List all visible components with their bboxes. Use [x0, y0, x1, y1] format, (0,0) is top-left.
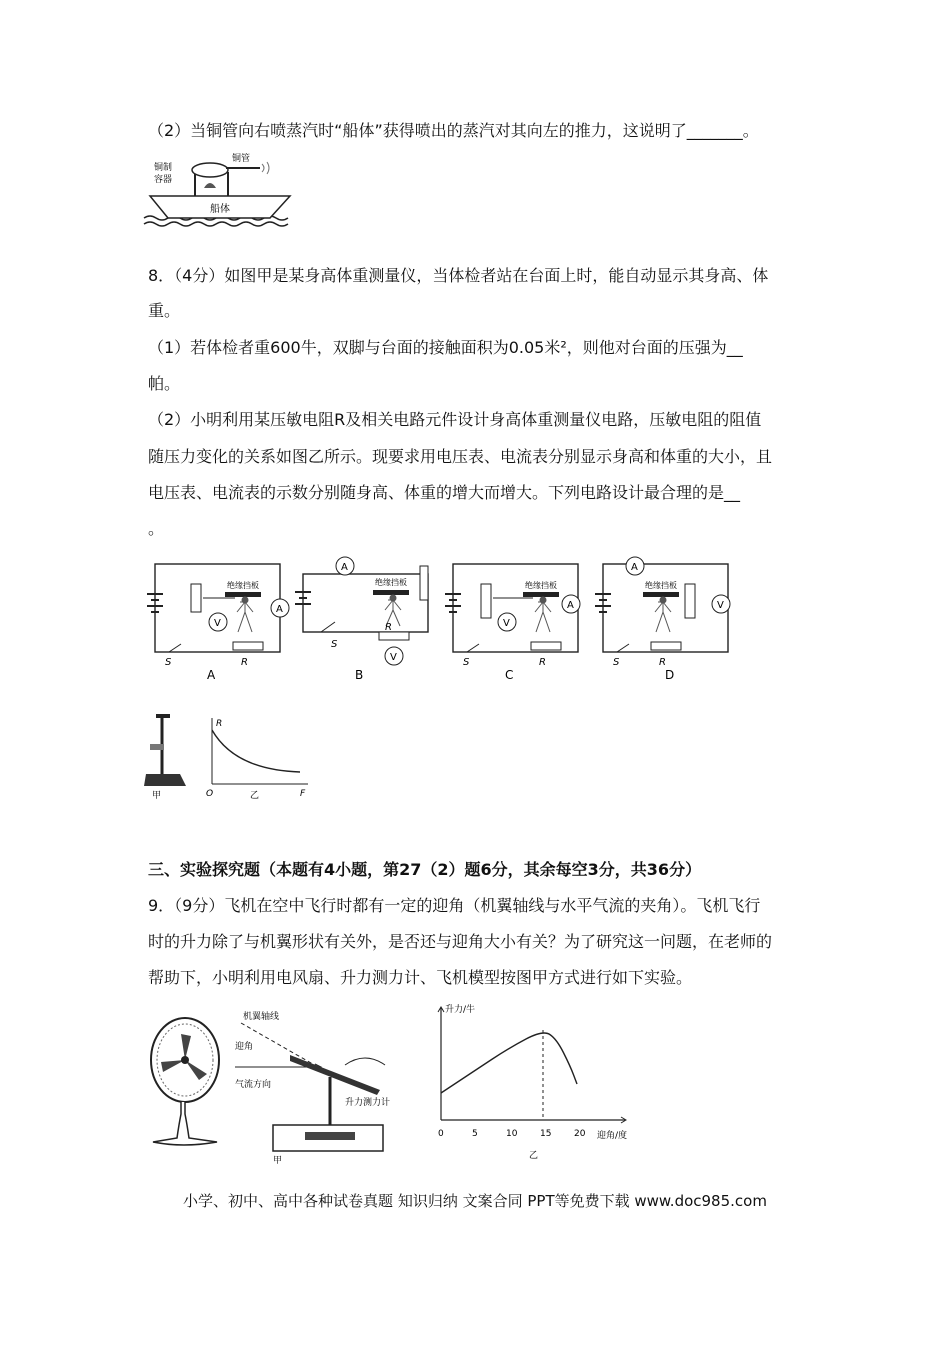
svg-text:A: A [567, 600, 574, 611]
q8-sub2-line1: （2）小明利用某压敏电阻R及相关电路元件设计身高体重测量仪电路，压敏电阻的阻值 [148, 410, 762, 429]
svg-text:V: V [717, 600, 724, 611]
tube-label: 铜管 [232, 154, 251, 164]
y-axis-label: 升力/牛 [445, 1005, 476, 1015]
svg-text:A: A [276, 604, 283, 615]
svg-text:绝缘挡板: 绝缘挡板 [375, 578, 407, 587]
q8-line1: 8．（4分）如图甲是某身高体重测量仪，当体检者站在台面上时，能自动显示其身高、体 [148, 266, 769, 285]
svg-text:O: O [206, 789, 214, 799]
svg-text:甲: 甲 [273, 1156, 283, 1165]
x-tick-label: 20 [574, 1129, 586, 1139]
circuit-a [147, 564, 289, 682]
svg-text:R: R [385, 622, 392, 633]
svg-text:R: R [216, 719, 223, 729]
circuit-c [445, 564, 580, 682]
q8-sub2-line2: 随压力变化的关系如图乙所示。现要求用电压表、电流表分别显示身高和体重的大小，且 [148, 447, 773, 466]
svg-text:S: S [613, 657, 620, 668]
q9-line2: 时的升力除了与机翼形状有关外，是否还与迎角大小有关？为了研究这一问题，在老师的 [148, 932, 773, 951]
option-a-label: A [207, 668, 216, 682]
q7-text: （2）当铜管向右喷蒸汽时“船体”获得喷出的蒸汽对其向左的推力，这说明了_______。 [148, 121, 759, 140]
svg-text:迎角: 迎角 [235, 1042, 254, 1052]
lift-series-line [441, 1033, 577, 1093]
x-tick-label: 5 [472, 1129, 478, 1139]
q8-sub2-line4: 。 [148, 519, 165, 538]
q9-line3: 帮助下，小明利用电风扇、升力测力计、飞机模型按图甲方式进行如下实验。 [148, 968, 693, 987]
q8-sub2-line3: 电压表、电流表的示数分别随身高、体重的增大而增大。下列电路设计最合理的是__ [148, 483, 741, 502]
svg-text:绝缘挡板: 绝缘挡板 [645, 581, 677, 590]
option-d-label: D [665, 668, 675, 682]
fan [151, 1018, 219, 1145]
q9-line1: 9．（9分）飞机在空中飞行时都有一定的迎角（机翼轴线与水平气流的夹角）。飞机飞行 [148, 896, 761, 915]
svg-text:R: R [241, 657, 248, 668]
wing-setup [235, 1010, 390, 1165]
svg-text:容器: 容器 [154, 175, 173, 185]
option-b-label: B [355, 668, 364, 682]
svg-text:A: A [631, 562, 638, 573]
scale-and-graph-figure [140, 710, 350, 804]
svg-text:气流方向: 气流方向 [235, 1080, 272, 1090]
x-tick-label: 15 [540, 1129, 552, 1139]
svg-text:机翼轴线: 机翼轴线 [243, 1012, 280, 1022]
lift-vs-angle-chart [425, 1000, 645, 1164]
svg-text:S: S [165, 657, 172, 668]
svg-text:V: V [390, 652, 397, 663]
option-c-label: C [505, 668, 514, 682]
svg-text:S: S [463, 657, 470, 668]
fan-experiment-figure [145, 1005, 405, 1169]
chart-caption: 乙 [529, 1151, 539, 1160]
svg-text:A: A [341, 562, 348, 573]
boat-figure [140, 150, 300, 234]
svg-text:R: R [659, 657, 666, 668]
container-label: 铜制 [154, 163, 173, 173]
x-tick-label: 0 [438, 1129, 444, 1139]
q8-sub1-line2: 帕。 [148, 374, 181, 393]
svg-text:绝缘挡板: 绝缘挡板 [525, 581, 557, 590]
svg-text:绝缘挡板: 绝缘挡板 [227, 581, 259, 590]
x-axis-label: 迎角/度 [597, 1131, 628, 1141]
measuring-device [144, 714, 186, 800]
svg-text:V: V [503, 618, 510, 629]
circuit-options-figure [145, 552, 765, 691]
circuit-b [295, 557, 428, 682]
svg-text:升力测力计: 升力测力计 [345, 1098, 391, 1108]
svg-text:R: R [539, 657, 546, 668]
svg-text:V: V [214, 618, 221, 629]
svg-text:甲: 甲 [152, 791, 162, 800]
svg-text:S: S [331, 639, 338, 650]
section-heading: 三、实验探究题（本题有4小题，第27（2）题6分，其余每空3分，共36分） [148, 860, 702, 879]
r-vs-f-graph [206, 718, 308, 800]
hull-label: 船体 [210, 204, 230, 215]
q8-sub1-line1: （1）若体检者重600牛，双脚与台面的接触面积为0.05米²，则他对台面的压强为__ [148, 338, 743, 357]
footer-text: 小学、初中、高中各种试卷真题 知识归纳 文案合同 PPT等免费下载 www.doc985.com [183, 1192, 767, 1210]
q8-line2: 重。 [148, 301, 181, 320]
circuit-d [595, 557, 730, 682]
svg-text:乙: 乙 [250, 791, 260, 800]
x-tick-label: 10 [506, 1129, 518, 1139]
svg-text:F: F [300, 789, 306, 799]
